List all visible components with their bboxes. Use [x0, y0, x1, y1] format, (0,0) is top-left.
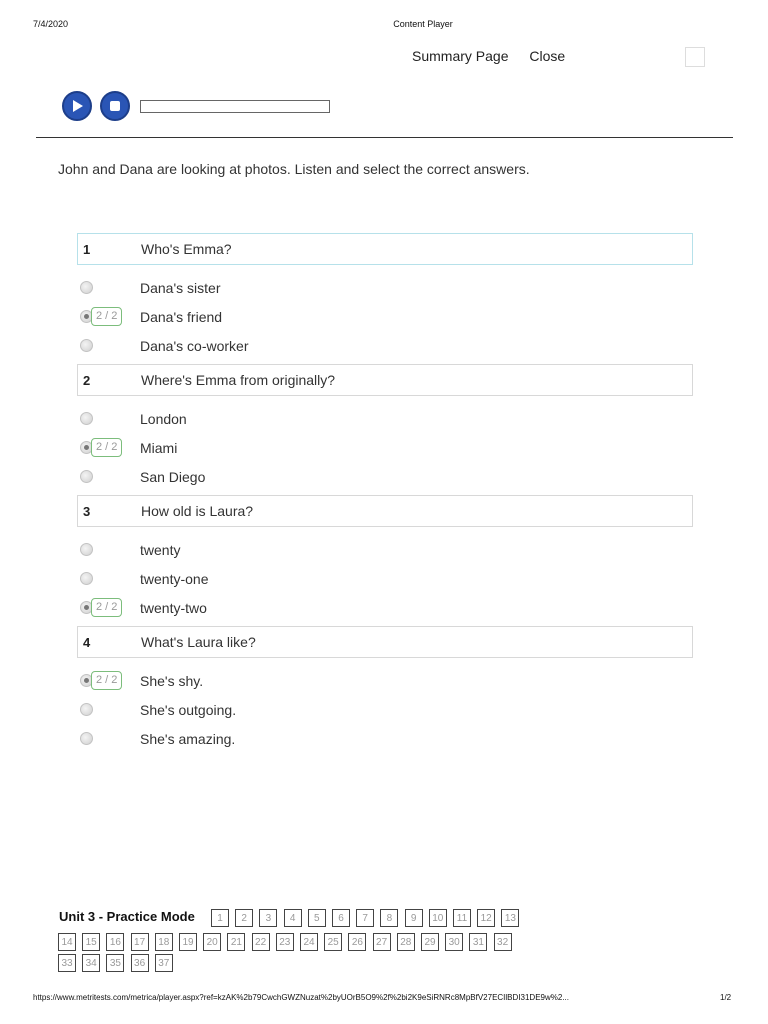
page-button-label: 3 [265, 912, 272, 924]
answer-label: San Diego [140, 468, 206, 485]
page-button-label: 37 [158, 957, 170, 969]
page-button[interactable] [453, 909, 471, 927]
answer-radio[interactable] [80, 703, 93, 716]
page-button-label: 34 [85, 957, 97, 969]
answer-option[interactable] [77, 331, 693, 360]
page-button-label: 11 [456, 912, 468, 924]
answer-option[interactable] [77, 302, 693, 331]
question-header [77, 495, 693, 527]
answer-label: twenty-two [140, 599, 207, 616]
page-button[interactable] [300, 933, 318, 951]
page-button[interactable] [252, 933, 270, 951]
close-link[interactable]: Close [529, 48, 566, 64]
page-button[interactable] [58, 933, 76, 951]
audio-progress-bar[interactable] [140, 100, 330, 113]
page-button[interactable] [106, 954, 124, 972]
page-button[interactable] [429, 909, 447, 927]
page-button[interactable] [380, 909, 398, 927]
page-button-label: 22 [255, 936, 267, 948]
page-button-label: 6 [338, 912, 344, 924]
corner-checkbox[interactable] [685, 47, 705, 67]
page-button-label: 26 [351, 936, 363, 948]
page-button[interactable] [179, 933, 197, 951]
page-button-label: 17 [134, 936, 146, 948]
question-header [77, 233, 693, 265]
page-button[interactable] [58, 954, 76, 972]
answer-label: Miami [140, 439, 178, 456]
question-text: What's Laura like? [141, 634, 256, 650]
page-button-label: 5 [314, 912, 320, 924]
page-button-label: 4 [289, 912, 296, 924]
answer-label: twenty [140, 541, 181, 558]
score-badge: 2 / 2 [91, 438, 122, 457]
page-button-label: 24 [303, 936, 315, 948]
answer-radio[interactable] [80, 543, 93, 556]
page-button-label: 28 [400, 936, 412, 948]
page-button[interactable] [227, 933, 245, 951]
question-number: 2 [83, 372, 91, 388]
answer-label: twenty-one [140, 570, 209, 587]
answer-option[interactable] [77, 433, 693, 462]
page-button[interactable] [421, 933, 439, 951]
practice-mode-label: Unit 3 - Practice Mode [59, 909, 195, 924]
page-button-label: 20 [206, 936, 218, 948]
answer-label: Dana's co-worker [140, 337, 249, 354]
question-header [77, 626, 693, 658]
answer-options [77, 396, 693, 495]
answer-radio[interactable] [80, 470, 93, 483]
page-button[interactable] [203, 933, 221, 951]
answer-option[interactable] [77, 593, 693, 622]
answer-radio[interactable] [80, 339, 93, 352]
answer-option[interactable] [77, 724, 693, 753]
page-button-label: 15 [85, 936, 97, 948]
answer-option[interactable] [77, 666, 693, 695]
question-text: How old is Laura? [141, 503, 254, 519]
page-button-label: 29 [424, 936, 436, 948]
page-button[interactable] [469, 933, 487, 951]
question-text: Who's Emma? [141, 241, 232, 257]
page-button-label: 23 [279, 936, 291, 948]
page-button[interactable] [405, 909, 423, 927]
page-button-label: 13 [504, 912, 516, 924]
question-header [77, 364, 693, 396]
answer-label: London [140, 410, 187, 427]
question-text: Where's Emma from originally? [141, 372, 336, 388]
score-badge: 2 / 2 [91, 307, 122, 326]
print-page-number: 1/2 [720, 993, 732, 1002]
score-badge: 2 / 2 [91, 598, 122, 617]
page-button-label: 35 [109, 957, 121, 969]
header-divider [36, 137, 733, 138]
page-button[interactable] [259, 909, 277, 927]
page-button[interactable] [494, 933, 512, 951]
page-button[interactable] [82, 954, 100, 972]
page-button[interactable] [276, 933, 294, 951]
page-button-label: 25 [327, 936, 339, 948]
page-button-label: 21 [230, 936, 242, 948]
page-button[interactable] [501, 909, 519, 927]
page-button[interactable] [82, 933, 100, 951]
page-button-label: 2 [241, 912, 247, 924]
answer-options [77, 658, 693, 757]
page-button[interactable] [356, 909, 374, 927]
answer-option[interactable] [77, 695, 693, 724]
page-button-label: 33 [61, 957, 73, 969]
page-button-label: 19 [182, 936, 194, 948]
page-button-label: 14 [61, 936, 73, 948]
answer-radio[interactable] [80, 281, 93, 294]
page-button[interactable] [131, 933, 149, 951]
instruction-text: John and Dana are looking at photos. Listen and select the correct answers. [58, 161, 530, 177]
answer-label: She's outgoing. [140, 701, 237, 718]
page-button-label: 31 [472, 936, 484, 948]
page-button-label: 1 [217, 912, 223, 924]
page-button[interactable] [445, 933, 463, 951]
answer-radio[interactable] [80, 572, 93, 585]
page-button-label: 18 [158, 936, 170, 948]
page-button[interactable] [211, 909, 229, 927]
page-button[interactable] [397, 933, 415, 951]
page-button-label: 32 [497, 936, 509, 948]
page-button-label: 27 [376, 936, 388, 948]
page-button[interactable] [106, 933, 124, 951]
page-button[interactable] [348, 933, 366, 951]
page-button[interactable] [332, 909, 350, 927]
question-list [77, 233, 693, 757]
page-button[interactable] [235, 909, 253, 927]
page-button-label: 12 [480, 912, 492, 924]
stop-icon [108, 99, 122, 113]
score-badge: 2 / 2 [91, 671, 122, 690]
answer-label: Dana's friend [140, 308, 223, 325]
page-button-label: 7 [362, 912, 368, 924]
page-button-label: 36 [134, 957, 146, 969]
question-number: 1 [83, 241, 91, 257]
question-number: 3 [83, 503, 91, 519]
question-number: 4 [83, 634, 91, 650]
answer-option[interactable] [77, 535, 693, 564]
answer-option[interactable] [77, 462, 693, 491]
page-button-label: 9 [410, 912, 417, 924]
play-icon [70, 99, 84, 113]
answer-radio[interactable] [80, 412, 93, 425]
page-button-label: 8 [386, 912, 393, 924]
stop-button[interactable] [100, 91, 130, 121]
answer-radio[interactable] [80, 732, 93, 745]
page-button[interactable] [155, 933, 173, 951]
answer-option[interactable] [77, 564, 693, 593]
page-button[interactable] [131, 954, 149, 972]
page-button[interactable] [155, 954, 173, 972]
print-url: https://www.metritests.com/metrica/player.aspx?ref=kzAK%2b79CwchGWZNuzat%2byUOrB5O9%2f%2bi2K9eSiRNRc8MpBfV27ECIlBDI31DE9w%2... [33, 993, 569, 1002]
answer-label: She's shy. [140, 672, 204, 689]
page-button[interactable] [308, 909, 326, 927]
answer-option[interactable] [77, 404, 693, 433]
page-button-label: 16 [109, 936, 121, 948]
page-button[interactable] [373, 933, 391, 951]
print-title: Content Player [393, 19, 453, 29]
answer-label: Dana's sister [140, 279, 221, 296]
answer-label: She's amazing. [140, 730, 236, 747]
page-button[interactable] [324, 933, 342, 951]
page-button-label: 10 [432, 912, 444, 924]
answer-option[interactable] [77, 273, 693, 302]
answer-options [77, 265, 693, 364]
top-navigation [412, 48, 582, 64]
print-date: 7/4/2020 [33, 19, 69, 29]
page-button[interactable] [477, 909, 495, 927]
page-button-label: 30 [448, 936, 460, 948]
summary-page-link[interactable]: Summary Page [412, 48, 509, 64]
answer-options [77, 527, 693, 626]
audio-player [62, 90, 330, 122]
page-button[interactable] [284, 909, 302, 927]
play-button[interactable] [62, 91, 92, 121]
